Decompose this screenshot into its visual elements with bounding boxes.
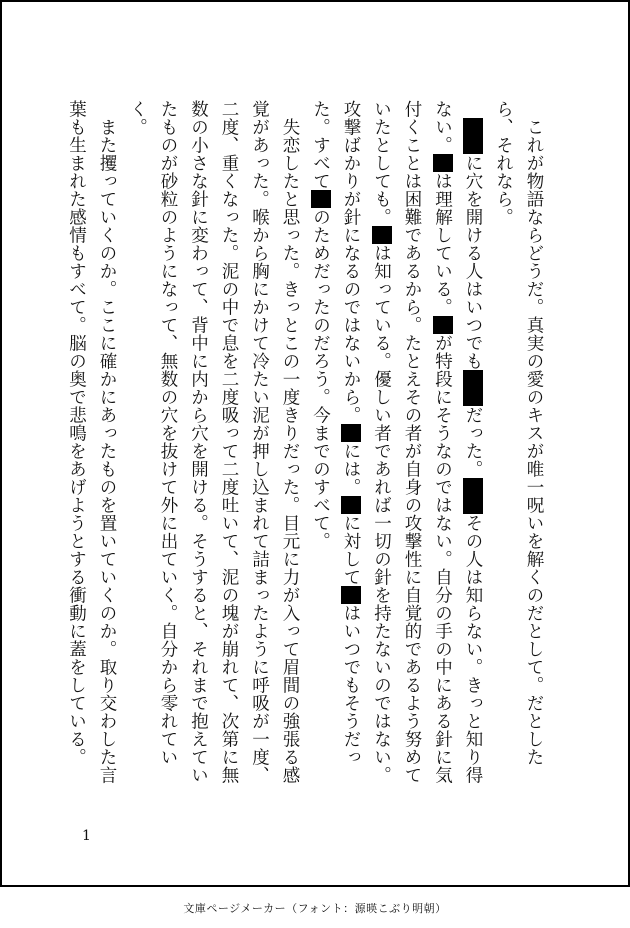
paragraph [122, 100, 305, 800]
text-segment: その人は知らない。きっと知り得ない。 [432, 100, 483, 784]
redaction-bar: ＿ [341, 496, 361, 514]
paragraph [61, 100, 122, 800]
redaction-bar: ＿ [432, 154, 453, 172]
text-segment: また攫っていくのか。ここに確かにあったものを置いていくのか。取り交わした言葉も生まれた感情もすべて。脳の奥で悲鳴をあげようとする衝動に蓋をしている。 [66, 100, 117, 784]
text-segment: には。 [341, 442, 361, 496]
paragraph [488, 100, 549, 800]
text-segment: に対して [341, 514, 361, 586]
vertical-text-body [66, 100, 549, 800]
redaction-bar: ＿ [432, 316, 453, 334]
redaction-bar: ＿＿ [463, 118, 483, 154]
text-segment: これが物語ならどうだ。真実の愛のキスが唯一呪いを解くのだとして。だとしたら、それなら。 [493, 100, 544, 766]
paragraph [305, 100, 488, 800]
redaction-bar: ＿ [371, 226, 392, 244]
text-segment: は理解している。 [432, 172, 453, 316]
page-number: 1 [82, 828, 91, 844]
text-segment: は知っている。優しい者であれば一切の針を持たないのではない。攻撃ばかりが針になるのではないから。 [341, 100, 392, 784]
text-segment: のためだったのだろう。今までのすべて。 [310, 208, 331, 550]
text-segment [463, 100, 483, 118]
redaction-bar: ＿＿ [463, 370, 483, 406]
text-segment: 失恋したと思った。きっとこの一度きりだった。目元に力が入って眉間の強張る感覚があった。喉から胸にかけて冷たい泥が押し込まれて詰まったように呼吸が一度、二度、重くなった。泥の中で息を二度吸って二度吐いて、泥の塊が崩れて、次第に無数の小さな針に変わって、背中に内から穴を開ける。そうすると、それまで抱えていたものが砂粒のようになって、無数の穴を抜けて外に出ていく。自分から零れていく。 [127, 100, 300, 784]
redaction-bar: ＿＿ [463, 478, 483, 514]
redaction-bar: ＿ [341, 424, 361, 442]
text-segment: に穴を開ける人はいつでも [463, 154, 483, 370]
footer-credit: 文庫ページメーカー（フォント：源暎こぶり明朝） [183, 902, 447, 915]
text-segment: が特段にそうなのではない。自分の手の中にある針に気付くことは困難であるから。たとえその者が自身の攻撃性に自覚的であるよう努めていたとしても。 [371, 100, 453, 784]
redaction-bar: ＿ [341, 586, 361, 604]
text-segment: だった。 [463, 406, 483, 478]
redaction-bar: ＿ [310, 190, 331, 208]
text-segment: はいつでもそうだった。すべて [310, 100, 361, 766]
